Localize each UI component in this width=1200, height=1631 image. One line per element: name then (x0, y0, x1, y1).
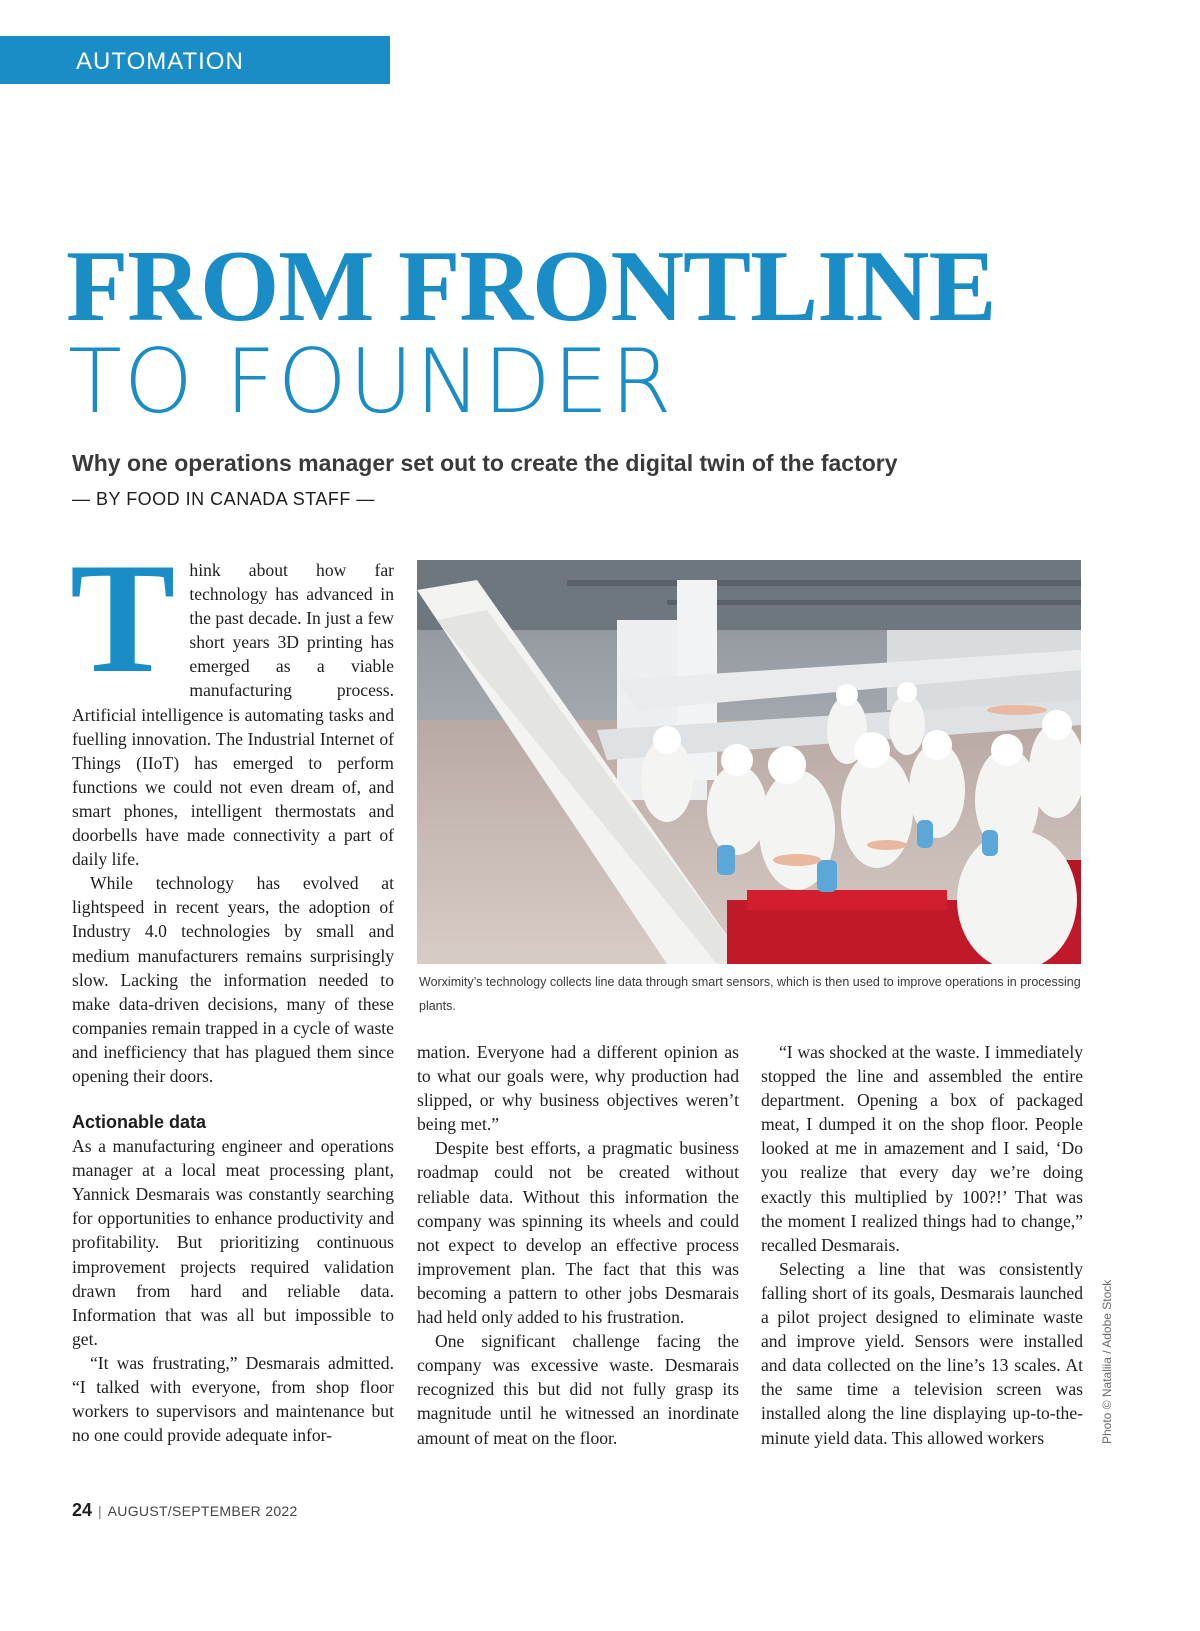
byline: — BY FOOD IN CANADA STAFF — (72, 489, 375, 509)
photo-credit: Photo © Nataliia / Adobe Stock (1100, 1279, 1114, 1444)
article-paragraph: mation. Everyone had a different opinion as to what our goals were, why production had slipped, or why business objectives weren’t being met.” (417, 1042, 739, 1135)
article-column-3 (761, 1040, 1083, 1450)
article-column-2 (417, 1040, 739, 1450)
section-label: AUTOMATION (76, 48, 244, 75)
article-paragraph: “I was shocked at the waste. I immediately stopped the line and assembled the entire department. Opening a box of packaged meat, I dumped it on the shop floor. People looked at me in amazement and I said, ‘Do you realize that every day we’re doing exactly this multiplied by 100?!’ That was the moment I realized things had to change,” recalled Desmarais. (761, 1042, 1083, 1255)
article-paragraph: Despite best efforts, a pragmatic business roadmap could not be created without reliable data. Without this information the company was spinning its wheels and could not expect to develop an effective process improvement plan. The fact that this was becoming a pattern to other jobs Desmarais had held only added to his frustration. (417, 1138, 739, 1328)
headline-line-1: FROM FRONTLINE (66, 230, 996, 343)
factory-photo-illustration (417, 560, 1081, 964)
page-number: 24 (72, 1500, 93, 1520)
article-paragraph: As a manufacturing engineer and operations manager at a local meat processing plant, Yannick Desmarais was constantly searching for opportunities to enhance productivity and profitability. But prioritizing continuous improvement projects required validation drawn from hard and reliable data. Information that was all but impossible to get. (72, 1136, 394, 1349)
footer-separator: | (98, 1503, 102, 1519)
factory-photo (417, 560, 1081, 964)
article-paragraph: hink about how far technology has advanced in the past decade. In just a few short years 3D printing has emerged as a viable manufacturing process. Artificial intelligence is automating tasks and fuelling innovation. The Industrial Internet of Things (IIoT) has emerged to perform functions we could not even dream of, and smart phones, intelligent thermostats and doorbells have made connectivity a part of daily life. (72, 560, 394, 870)
drop-cap: T (70, 531, 176, 706)
article-paragraph: “It was frustrating,” Desmarais admitted. “I talked with everyone, from shop floor workers to supervisors and maintenance but no one could provide adequate infor- (72, 1352, 394, 1446)
photo-caption: Worximity’s technology collects line data through smart sensors, which is then used to improve operations in processing plants. (419, 975, 1081, 1013)
page-footer (72, 1500, 298, 1521)
article-paragraph: Selecting a line that was consistently falling short of its goals, Desmarais launched a pilot project designed to eliminate waste and improve yield. Sensors were installed and data collected on the line’s 13 scales. At the same time a television screen was installed along the line displaying up-to-the-minute yield data. This allowed workers (761, 1258, 1083, 1448)
deck: Why one operations manager set out to create the digital twin of the factory (72, 450, 898, 476)
section-tab (0, 36, 390, 84)
article-paragraph: While technology has evolved at lightspeed in recent years, the adoption of Industry 4.0 technologies by small and medium manufacturers remains surprisingly slow. Lacking the information needed to make data-driven decisions, many of these companies remain trapped in a cycle of waste and inefficiency that has plagued them since opening their doors. (72, 873, 394, 1086)
article-column-1 (70, 531, 394, 1447)
headline-line-2: TO FOUNDER (68, 330, 674, 433)
article-paragraph: One significant challenge facing the company was excessive waste. Desmarais recognized this but did not fully grasp its magnitude until he witnessed an inordinate amount of meat on the floor. (417, 1331, 739, 1448)
subhead-actionable-data: Actionable data (72, 1112, 207, 1133)
issue-date: AUGUST/SEPTEMBER 2022 (107, 1503, 298, 1519)
